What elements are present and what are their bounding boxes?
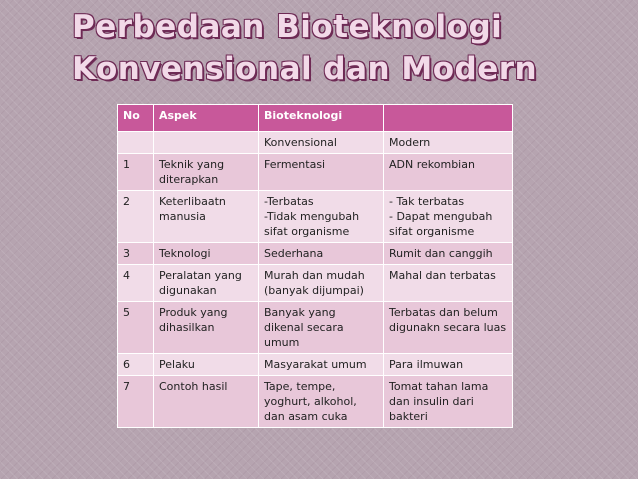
table-row bbox=[118, 354, 513, 376]
header-bioteknologi: Bioteknologi bbox=[259, 105, 384, 132]
cell-no: 1 bbox=[118, 154, 154, 191]
cell-modern: Rumit dan canggih bbox=[384, 243, 513, 265]
header-aspek: Aspek bbox=[154, 105, 259, 132]
table-row bbox=[118, 243, 513, 265]
slide-title bbox=[72, 6, 537, 90]
table-row bbox=[118, 154, 513, 191]
cell-konvensional: Sederhana bbox=[259, 243, 384, 265]
comparison-table bbox=[117, 104, 513, 428]
table-row bbox=[118, 302, 513, 354]
cell-konvensional: Tape, tempe, yoghurt, alkohol, dan asam cuka bbox=[259, 376, 384, 428]
cell-no: 5 bbox=[118, 302, 154, 354]
cell-aspek: Peralatan yang digunakan bbox=[154, 265, 259, 302]
slide-title-line-2: Konvensional dan Modern bbox=[72, 51, 538, 87]
cell-aspek: Pelaku bbox=[154, 354, 259, 376]
header-no: No bbox=[118, 105, 154, 132]
table-body bbox=[118, 154, 513, 428]
cell-konvensional: Masyarakat umum bbox=[259, 354, 384, 376]
table-subheader-row bbox=[118, 132, 513, 154]
cell-no: 7 bbox=[118, 376, 154, 428]
subheader-modern: Modern bbox=[384, 132, 513, 154]
cell-konvensional: Fermentasi bbox=[259, 154, 384, 191]
cell-modern: ADN rekombian bbox=[384, 154, 513, 191]
cell-modern: Para ilmuwan bbox=[384, 354, 513, 376]
table-row bbox=[118, 265, 513, 302]
cell-modern: Tomat tahan lama dan insulin dari bakteri bbox=[384, 376, 513, 428]
cell-modern: Terbatas dan belum digunakn secara luas bbox=[384, 302, 513, 354]
cell-konvensional: Murah dan mudah (banyak dijumpai) bbox=[259, 265, 384, 302]
subheader-no bbox=[118, 132, 154, 154]
slide-title-line-1: Perbedaan Bioteknologi bbox=[72, 9, 503, 45]
cell-aspek: Produk yang dihasilkan bbox=[154, 302, 259, 354]
cell-modern: - Tak terbatas - Dapat mengubah sifat organisme bbox=[384, 191, 513, 243]
header-extra bbox=[384, 105, 513, 132]
cell-aspek: Keterlibaatn manusia bbox=[154, 191, 259, 243]
subheader-konvensional: Konvensional bbox=[259, 132, 384, 154]
table-header-row bbox=[118, 105, 513, 132]
cell-aspek: Teknologi bbox=[154, 243, 259, 265]
cell-no: 2 bbox=[118, 191, 154, 243]
cell-aspek: Teknik yang diterapkan bbox=[154, 154, 259, 191]
cell-no: 3 bbox=[118, 243, 154, 265]
table-row bbox=[118, 376, 513, 428]
cell-modern: Mahal dan terbatas bbox=[384, 265, 513, 302]
cell-aspek: Contoh hasil bbox=[154, 376, 259, 428]
table-row bbox=[118, 191, 513, 243]
cell-konvensional: Banyak yang dikenal secara umum bbox=[259, 302, 384, 354]
cell-no: 6 bbox=[118, 354, 154, 376]
cell-konvensional: -Terbatas -Tidak mengubah sifat organisme bbox=[259, 191, 384, 243]
subheader-aspek bbox=[154, 132, 259, 154]
cell-no: 4 bbox=[118, 265, 154, 302]
